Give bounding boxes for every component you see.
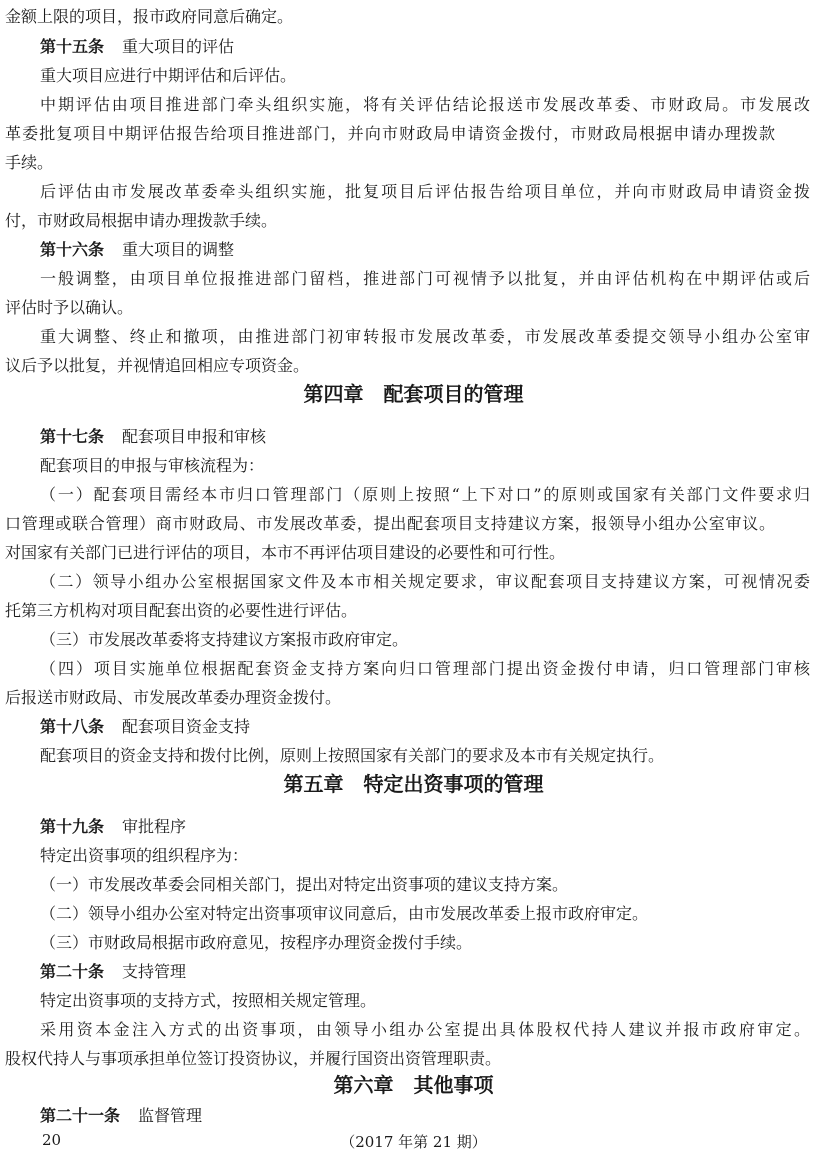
paragraph-line: 口管理或联合管理）商市财政局、市发展改革委，提出配套项目支持建议方案，报领导小组办公室审议。 [5, 514, 775, 533]
paragraph-line: 配套项目的申报与审核流程为： [40, 456, 265, 475]
paragraph-line: 金额上限的项目，报市政府同意后确定。 [5, 7, 294, 26]
paragraph-line: 重大调整、终止和撤项，由推进部门初审转报市发展改革委，市发展改革委提交领导小组办公室审 [40, 327, 810, 346]
article-heading [40, 1106, 810, 1126]
paragraph-line: 配套项目的资金支持和拨付比例，原则上按照国家有关部门的要求及本市有关规定执行。 [40, 746, 665, 765]
paragraph-line: （二）领导小组办公室对特定出资事项审议同意后，由市发展改革委上报市政府审定。 [40, 904, 649, 923]
article-number: 第十九条 [40, 817, 105, 836]
article-number: 第十八条 [40, 717, 105, 736]
paragraph-line: 革委批复项目中期评估报告给项目推进部门，并向市财政局申请资金拨付，市财政局根据申请办理拨款 [5, 124, 775, 143]
article-title: 支持管理 [122, 962, 187, 981]
article-title: 监督管理 [138, 1106, 203, 1125]
article-title: 配套项目资金支持 [122, 717, 251, 736]
paragraph-line: 重大项目应进行中期评估和后评估。 [40, 66, 297, 85]
chapter-heading: 第五章 特定出资事项的管理 [283, 772, 544, 796]
paragraph-line: （一）配套项目需经本市归口管理部门（原则上按照“上下对口”的原则或国家有关部门文件要求归 [40, 485, 810, 504]
article-number: 第十五条 [40, 37, 105, 56]
chapter-heading: 第六章 其他事项 [333, 1073, 494, 1097]
article-heading [40, 427, 810, 447]
paragraph-line: 付，市财政局根据申请办理拨款手续。 [5, 211, 278, 230]
page-number: 20 [42, 1131, 62, 1149]
article-title: 配套项目申报和审核 [122, 427, 267, 446]
paragraph-line: （三）市财政局根据市政府意见，按程序办理资金拨付手续。 [40, 933, 473, 952]
article-heading [40, 817, 810, 837]
article-heading [40, 37, 810, 57]
article-heading [40, 962, 810, 982]
article-number: 第二十条 [40, 962, 105, 981]
article-number: 第十七条 [40, 427, 105, 446]
paragraph-line: 后评估由市发展改革委牵头组织实施，批复项目后评估报告给项目单位，并向市财政局申请资金拨 [40, 182, 810, 201]
issue-label: （2017 年第 21 期） [340, 1133, 487, 1151]
article-title: 审批程序 [122, 817, 187, 836]
paragraph-line: 采用资本金注入方式的出资事项，由领导小组办公室提出具体股权代持人建议并报市政府审定。 [40, 1020, 810, 1039]
paragraph-line: 特定出资事项的支持方式，按照相关规定管理。 [40, 991, 377, 1010]
paragraph-line: （二）领导小组办公室根据国家文件及本市相关规定要求，审议配套项目支持建议方案，可视情况委 [40, 572, 810, 591]
paragraph-line: 中期评估由项目推进部门牵头组织实施，将有关评估结论报送市发展改革委、市财政局。市发展改 [40, 95, 810, 114]
article-heading [40, 717, 810, 737]
paragraph-line: 手续。 [5, 153, 54, 172]
article-title: 重大项目的调整 [122, 240, 235, 259]
paragraph-line: 后报送市财政局、市发展改革委办理资金拨付。 [5, 688, 342, 707]
article-heading [40, 240, 810, 260]
paragraph-line: 托第三方机构对项目配套出资的必要性进行评估。 [5, 601, 358, 620]
article-title: 重大项目的评估 [122, 37, 235, 56]
paragraph-line: 一般调整，由项目单位报推进部门留档，推进部门可视情予以批复，并由评估机构在中期评估或后 [40, 269, 810, 288]
paragraph-line: 议后予以批复，并视情追回相应专项资金。 [5, 356, 310, 375]
paragraph-line: 对国家有关部门已进行评估的项目，本市不再评估项目建设的必要性和可行性。 [5, 543, 566, 562]
paragraph-line: 评估时予以确认。 [5, 298, 134, 317]
paragraph-line: 股权代持人与事项承担单位签订投资协议，并履行国资出资管理职责。 [5, 1049, 502, 1068]
paragraph-line: （三）市发展改革委将支持建议方案报市政府审定。 [40, 630, 409, 649]
article-number: 第二十一条 [40, 1106, 121, 1125]
article-number: 第十六条 [40, 240, 105, 259]
paragraph-line: 特定出资事项的组织程序为： [40, 846, 249, 865]
paragraph-line: （一）市发展改革委会同相关部门，提出对特定出资事项的建议支持方案。 [40, 875, 569, 894]
chapter-heading: 第四章 配套项目的管理 [303, 382, 524, 406]
paragraph-line: （四）项目实施单位根据配套资金支持方案向归口管理部门提出资金拨付申请，归口管理部门审核 [40, 659, 810, 678]
